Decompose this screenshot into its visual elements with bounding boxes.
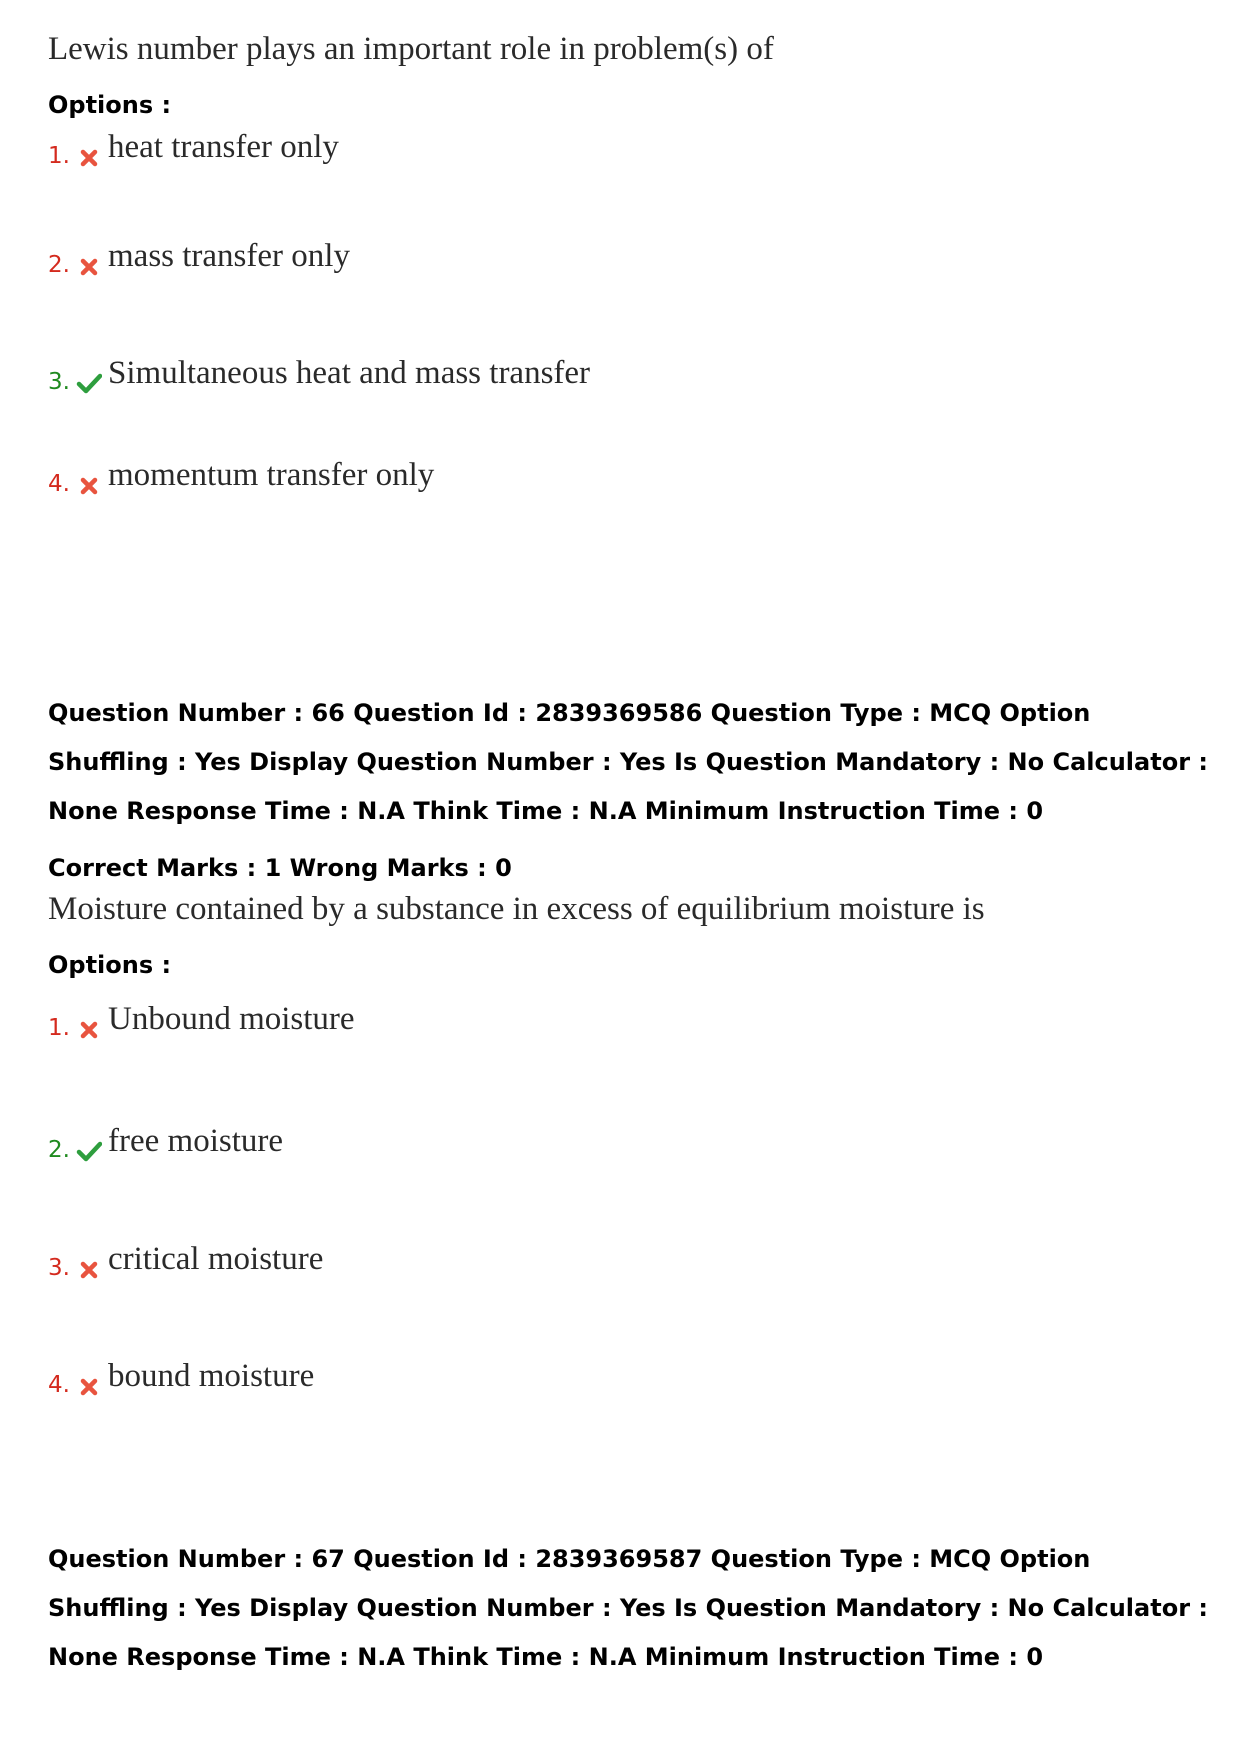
question-text: Moisture contained by a substance in excess of equilibrium moisture is xyxy=(48,891,985,927)
option-text: critical moisture xyxy=(108,1241,324,1277)
options-label: Options : xyxy=(48,91,172,119)
option-text: Unbound moisture xyxy=(108,1001,355,1037)
option-text: Simultaneous heat and mass transfer xyxy=(108,355,591,391)
option-number: 3. xyxy=(48,369,70,395)
option-number: 4. xyxy=(48,1372,70,1398)
cross-icon xyxy=(76,252,102,278)
option-text: bound moisture xyxy=(108,1358,315,1394)
cross-icon xyxy=(76,1015,102,1041)
marks-info: Correct Marks : 1 Wrong Marks : 0 xyxy=(48,854,512,882)
option-number: 1. xyxy=(48,143,70,169)
options-label: Options : xyxy=(48,951,172,979)
question-meta: Question Number : 67 Question Id : 2839369587 Question Type : MCQ Option Shuffling : Yes Display Question Number : Yes Is Question Mandatory : No Calculator : None Response Time : N.A Think Time : N.A Minimum Instruction Time : 0 xyxy=(48,1545,1208,1671)
option-text: free moisture xyxy=(108,1123,284,1159)
option-number: 2. xyxy=(48,252,70,278)
cross-icon xyxy=(76,471,102,497)
check-icon xyxy=(76,369,102,395)
cross-icon xyxy=(76,1372,102,1398)
option-text: mass transfer only xyxy=(108,238,350,274)
option-number: 4. xyxy=(48,471,70,497)
option-number: 1. xyxy=(48,1015,70,1041)
option-number: 2. xyxy=(48,1137,70,1163)
cross-icon xyxy=(76,143,102,169)
option-text: heat transfer only xyxy=(108,129,339,165)
question-text: Lewis number plays an important role in problem(s) of xyxy=(48,31,774,67)
cross-icon xyxy=(76,1255,102,1281)
question-meta: Question Number : 66 Question Id : 2839369586 Question Type : MCQ Option Shuffling : Yes Display Question Number : Yes Is Question Mandatory : No Calculator : None Response Time : N.A Think Time : N.A Minimum Instruction Time : 0 xyxy=(48,699,1208,825)
option-number: 3. xyxy=(48,1255,70,1281)
check-icon xyxy=(76,1137,102,1163)
option-text: momentum transfer only xyxy=(108,457,435,493)
